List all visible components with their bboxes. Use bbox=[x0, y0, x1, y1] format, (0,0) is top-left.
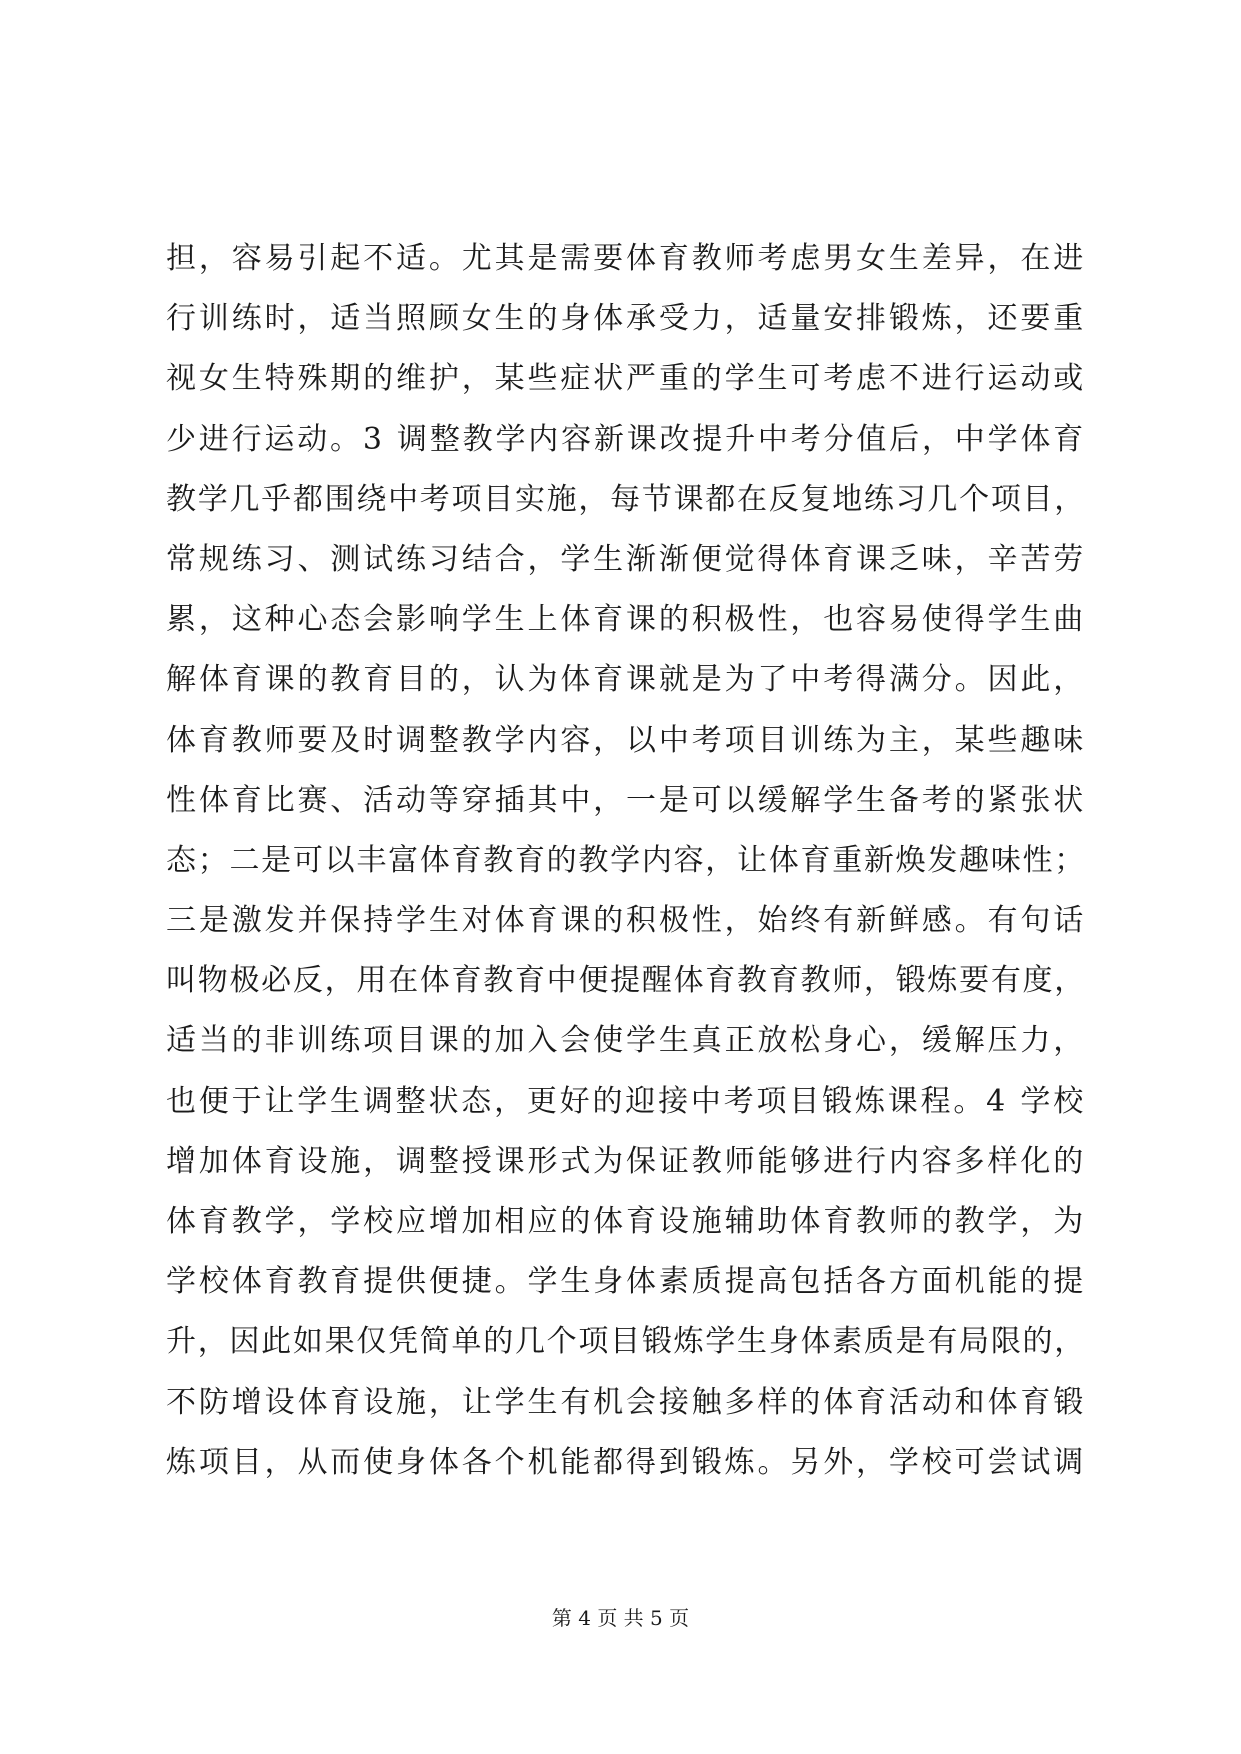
text-line: 常规练习、测试练习结合，学生渐渐便觉得体育课乏味，辛苦劳 bbox=[166, 541, 1087, 577]
text-line: 炼项目，从而使身体各个机能都得到锻炼。另外，学校可尝试调 bbox=[166, 1444, 1087, 1480]
text-line: 教学几乎都围绕中考项目实施，每节课都在反复地练习几个项目， bbox=[166, 481, 1086, 517]
text-line: 态；二是可以丰富体育教育的教学内容，让体育重新焕发趣味性； bbox=[166, 842, 1086, 878]
text-line: 累，这种心态会影响学生上体育课的积极性，也容易使得学生曲 bbox=[166, 602, 1087, 638]
text-line: 三是激发并保持学生对体育课的积极性，始终有新鲜感。有句话 bbox=[166, 903, 1087, 939]
text-line: 叫物极必反，用在体育教育中便提醒体育教育教师，锻炼要有度， bbox=[166, 963, 1086, 999]
text-line: 体育教学，学校应增加相应的体育设施辅助体育教师的教学，为 bbox=[166, 1204, 1087, 1239]
text-line: 不防增设体育设施，让学生有机会接触多样的体育活动和体育锻 bbox=[166, 1384, 1087, 1420]
text-line: 担，容易引起不适。尤其是需要体育教师考虑男女生差异，在进 bbox=[166, 241, 1087, 276]
text-line: 增加体育设施，调整授课形式为保证教师能够进行内容多样化的 bbox=[166, 1143, 1087, 1179]
text-line: 适当的非训练项目课的加入会使学生真正放松身心，缓解压力， bbox=[166, 1023, 1087, 1059]
text-line: 升，因此如果仅凭简单的几个项目锻炼学生身体素质是有局限的， bbox=[166, 1324, 1086, 1360]
text-line: 学校体育教育提供便捷。学生身体素质提高包括各方面机能的提 bbox=[166, 1264, 1087, 1300]
text-line: 少进行运动。3 调整教学内容新课改提升中考分值后，中学体育 bbox=[166, 421, 1086, 457]
text-line: 行训练时，适当照顾女生的身体承受力，适量安排锻炼，还要重 bbox=[166, 301, 1087, 337]
text-line: 视女生特殊期的维护，某些症状严重的学生可考虑不进行运动或 bbox=[166, 361, 1087, 397]
text-line: 体育教师要及时调整教学内容，以中考项目训练为主，某些趣味 bbox=[166, 722, 1087, 758]
text-line: 性体育比赛、活动等穿插其中，一是可以缓解学生备考的紧张状 bbox=[166, 782, 1087, 818]
body-text bbox=[166, 229, 1086, 1493]
page-number-footer: 第 4 页 共 5 页 bbox=[551, 1606, 690, 1630]
text-line: 解体育课的教育目的，认为体育课就是为了中考得满分。因此， bbox=[166, 662, 1087, 698]
text-line: 也便于让学生调整状态，更好的迎接中考项目锻炼课程。4 学校 bbox=[166, 1083, 1086, 1119]
